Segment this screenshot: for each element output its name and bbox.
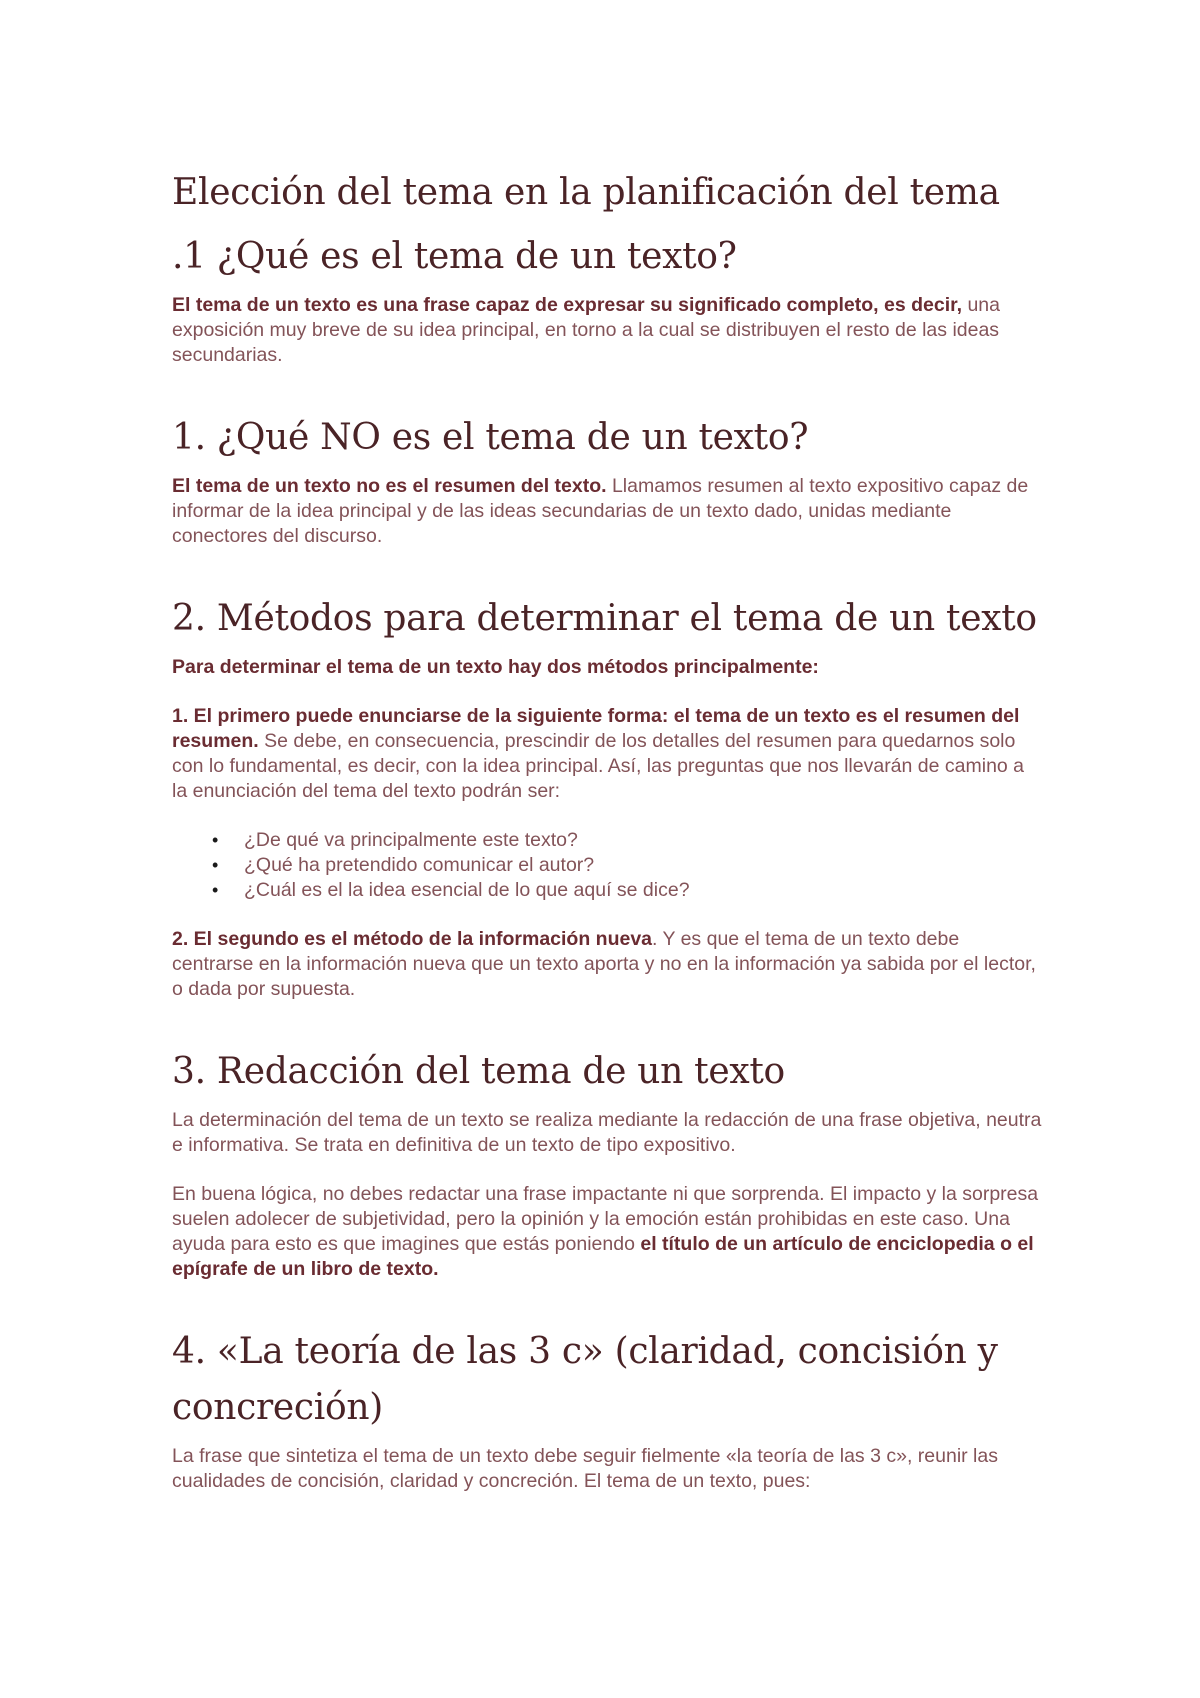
paragraph-metodo-2 bbox=[172, 927, 1042, 1002]
paragraph-redaccion-1: La determinación del tema de un texto se realiza mediante la redacción de una frase objetiva, neutra e informativa. Se trata en definitiva de un texto de tipo expositivo. bbox=[172, 1109, 1042, 1156]
paragraph-que-es bbox=[172, 293, 1042, 368]
paragraph-bold-lead: 1. El primero puede enunciarse de la siguiente forma: el tema de un texto es el resumen del resumen. bbox=[172, 705, 1020, 752]
paragraph-text: Se debe, en consecuencia, prescindir de los detalles del resumen para quedarnos solo con lo fundamental, es decir, con la idea principal. Así, las preguntas que nos llevarán de camino a la enunciación del tema del texto podrán ser: bbox=[172, 730, 1025, 802]
paragraph-text: Llamamos resumen al texto expositivo capaz de informar de la idea principal y de las ideas secundarias de un texto dado, unidas mediante conectores del discurso. bbox=[172, 475, 1029, 547]
paragraph-teoria-3c: La frase que sintetiza el tema de un texto debe seguir fielmente «la teoría de las 3 c», reunir las cualidades de concisión, claridad y concreción. El tema de un texto, pues: bbox=[172, 1445, 998, 1492]
section-heading-que-no-es: 1. ¿Qué NO es el tema de un texto? bbox=[172, 417, 809, 458]
section-heading-que-es: .1 ¿Qué es el tema de un texto? bbox=[172, 236, 737, 277]
section-heading-redaccion: 3. Redacción del tema de un texto bbox=[172, 1051, 785, 1092]
list-item bbox=[212, 828, 1042, 853]
paragraph-text: En buena lógica, no debes redactar una frase impactante ni que sorprenda. El impacto y la sorpresa suelen adolecer de subjetividad, pero la opinión y la emoción están prohibidas en este caso. Una ayuda para esto es que imagines que estás poniendo bbox=[172, 1183, 1039, 1255]
paragraph-bold-lead: 2. El segundo es el método de la información nueva bbox=[172, 928, 653, 950]
document-title: Elección del tema en la planificación del tema bbox=[172, 172, 1000, 213]
bullet-icon: • bbox=[212, 855, 219, 875]
paragraph-metodos-intro bbox=[172, 655, 1042, 680]
paragraph-metodo-1 bbox=[172, 704, 1042, 804]
paragraph-text: una exposición muy breve de su idea principal, en torno a la cual se distribuyen el resto de las ideas secundarias. bbox=[172, 294, 1000, 366]
document-page bbox=[172, 165, 1042, 1494]
paragraph-bold-lead: El tema de un texto no es el resumen del texto. bbox=[172, 475, 607, 497]
paragraph-text: . Y es que el tema de un texto debe centrarse en la información nueva que un texto aporta y no en la información ya sabida por el lector, o dada por supuesta. bbox=[172, 928, 1036, 1000]
list-item-text: ¿Cuál es el la idea esencial de lo que aquí se dice? bbox=[244, 879, 690, 901]
list-item-text: ¿Qué ha pretendido comunicar el autor? bbox=[244, 854, 595, 876]
bullet-icon: • bbox=[212, 830, 219, 850]
bullet-icon: • bbox=[212, 880, 219, 900]
paragraph-bold-tail: el título de un artículo de enciclopedia o el epígrafe de un libro de texto. bbox=[172, 1233, 1034, 1280]
paragraph-redaccion-2 bbox=[172, 1182, 1042, 1282]
section-heading-teoria-3c: 4. «La teoría de las 3 c» (claridad, concisión y concreción) bbox=[172, 1331, 998, 1428]
paragraph-que-no-es bbox=[172, 474, 1042, 549]
paragraph-bold-lead: El tema de un texto es una frase capaz de expresar su significado completo, es decir, bbox=[172, 294, 963, 316]
section-heading-metodos: 2. Métodos para determinar el tema de un texto bbox=[172, 598, 1037, 639]
questions-list bbox=[172, 828, 1042, 903]
list-item bbox=[212, 853, 1042, 878]
paragraph-bold-lead: Para determinar el tema de un texto hay dos métodos principalmente: bbox=[172, 656, 819, 678]
list-item bbox=[212, 878, 1042, 903]
list-item-text: ¿De qué va principalmente este texto? bbox=[244, 829, 578, 851]
